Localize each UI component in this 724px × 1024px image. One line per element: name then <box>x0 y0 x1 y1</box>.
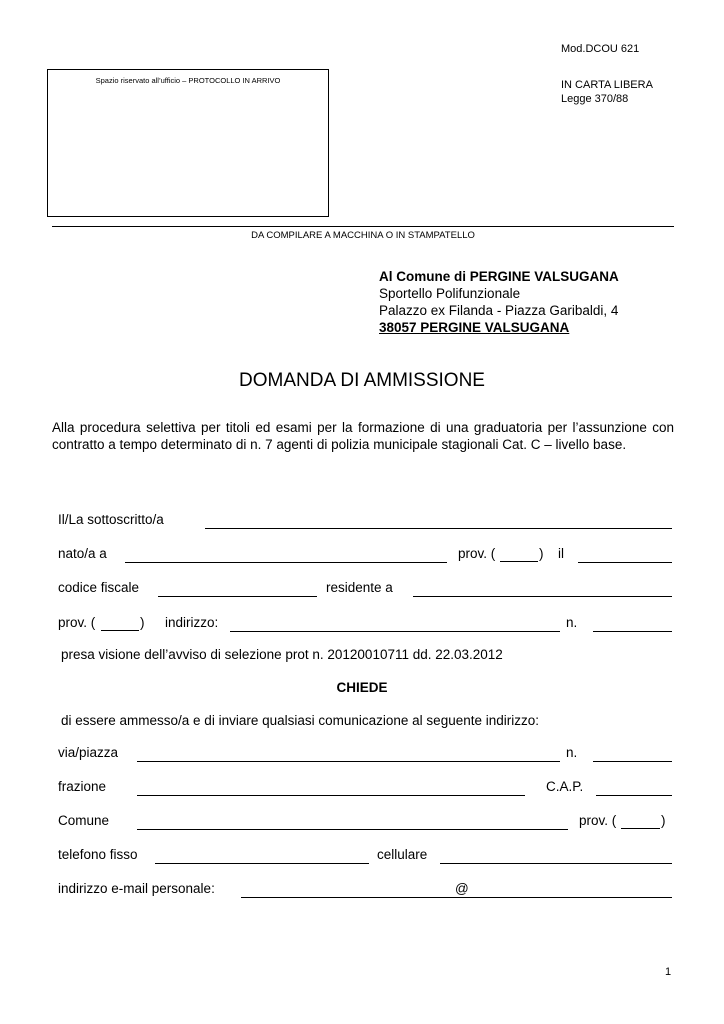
req-prov-open: prov. ( <box>579 813 617 828</box>
office-protocol-box <box>47 69 329 217</box>
residence-field[interactable] <box>413 596 672 597</box>
res-prov-close: ) <box>140 615 145 630</box>
email-field[interactable] <box>241 897 672 898</box>
req-prov-field[interactable] <box>621 828 660 829</box>
request-sentence: di essere ammesso/a e di inviare qualsiasi comunicazione al seguente indirizzo: <box>61 713 539 728</box>
house-number-label: n. <box>566 615 578 630</box>
address-label: indirizzo: <box>165 615 219 630</box>
birth-prov-close: ) <box>539 546 544 561</box>
street-label: via/piazza <box>58 745 119 760</box>
house-number-field[interactable] <box>593 631 672 632</box>
recipient-line4: 38057 PERGINE VALSUGANA <box>379 320 570 335</box>
address-field[interactable] <box>230 631 560 632</box>
notice-acknowledgement: presa visione dell’avviso di selezione prot n. 20120010711 dd. 22.03.2012 <box>61 647 503 662</box>
recipient-line3: Palazzo ex Filanda - Piazza Garibaldi, 4 <box>379 303 619 318</box>
email-label: indirizzo e-mail personale: <box>58 881 215 896</box>
header-divider <box>52 226 674 227</box>
recipient-address <box>379 268 619 336</box>
residence-label: residente a <box>326 580 393 595</box>
page-number: 1 <box>665 966 672 978</box>
recipient-line1: Al Comune di PERGINE VALSUGANA <box>379 269 619 284</box>
page-title: DOMANDA DI AMMISSIONE <box>239 370 485 391</box>
chiede-heading: CHIEDE <box>336 680 388 695</box>
recipient-line2: Sportello Polifunzionale <box>379 286 521 301</box>
paper-note-line1: IN CARTA LIBERA <box>561 79 653 91</box>
res-prov-field[interactable] <box>101 630 139 631</box>
email-at-sign: @ <box>455 881 469 896</box>
req-prov-close: ) <box>661 813 666 828</box>
mobile-label: cellulare <box>377 847 428 862</box>
paper-note-line2: Legge 370/88 <box>561 93 629 105</box>
landline-label: telefono fisso <box>58 847 138 862</box>
birth-prov-field[interactable] <box>500 561 538 562</box>
birth-date-label: il <box>558 546 564 561</box>
tax-code-label: codice fiscale <box>58 580 140 595</box>
birth-date-field[interactable] <box>578 562 672 563</box>
postal-code-field[interactable] <box>596 795 672 796</box>
hamlet-label: frazione <box>58 779 107 794</box>
tax-code-field[interactable] <box>158 596 317 597</box>
birthplace-label: nato/a a <box>58 546 107 561</box>
postal-code-label: C.A.P. <box>546 779 584 794</box>
sottoscritto-label: Il/La sottoscritto/a <box>58 512 164 527</box>
intro-paragraph: Alla procedura selettiva per titoli ed esami per la formazione di una graduatoria per l’assunzione con contratto a tempo determinato di n. 7 agenti di polizia municipale stagionali Cat. C – livello base. <box>52 420 674 452</box>
compile-note: DA COMPILARE A MACCHINA O IN STAMPATELLO <box>251 230 475 241</box>
municipality-field[interactable] <box>137 829 568 830</box>
res-prov-open: prov. ( <box>58 615 96 630</box>
model-code: Mod.DCOU 621 <box>561 43 640 55</box>
birth-prov-open: prov. ( <box>458 546 496 561</box>
sottoscritto-field[interactable] <box>205 528 672 529</box>
street-number-label: n. <box>566 745 578 760</box>
municipality-label: Comune <box>58 813 110 828</box>
birthplace-field[interactable] <box>125 562 447 563</box>
hamlet-field[interactable] <box>137 795 525 796</box>
street-number-field[interactable] <box>593 761 672 762</box>
mobile-field[interactable] <box>440 863 672 864</box>
office-protocol-label: Spazio riservato all’ufficio – PROTOCOLLO IN ARRIVO <box>95 76 281 85</box>
paper-note <box>561 78 653 106</box>
landline-field[interactable] <box>155 863 369 864</box>
street-field[interactable] <box>137 761 560 762</box>
